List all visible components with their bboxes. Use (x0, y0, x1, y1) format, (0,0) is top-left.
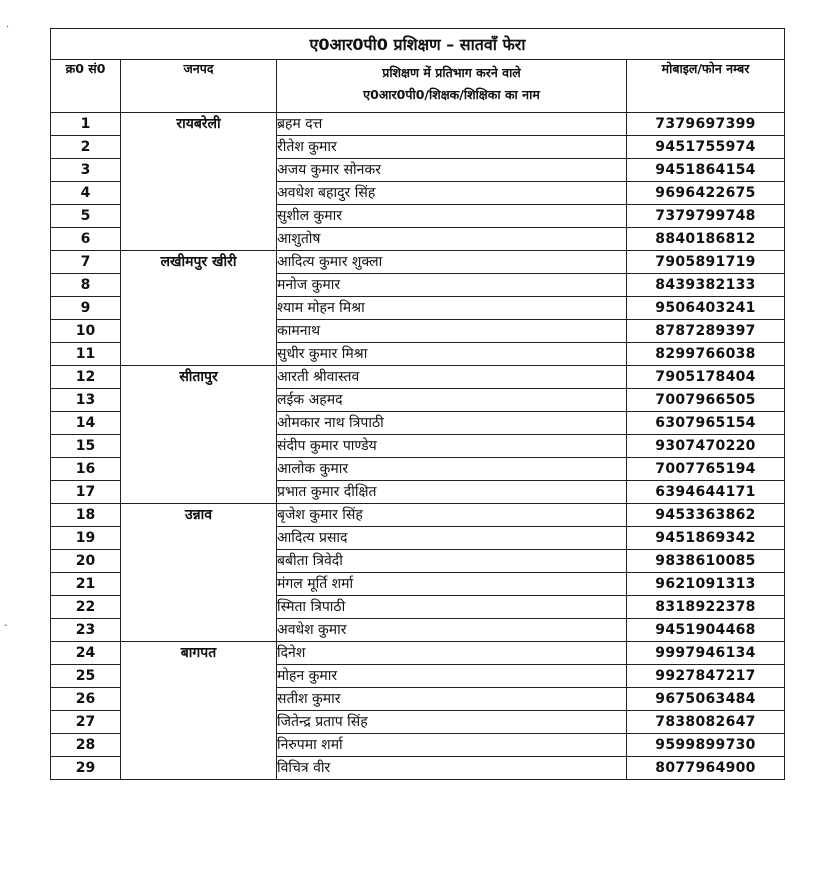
serial-number: 11 (51, 343, 121, 366)
participant-name: सुशील कुमार (277, 205, 627, 228)
serial-number: 25 (51, 665, 121, 688)
phone-number: 9621091313 (627, 573, 785, 596)
serial-number: 23 (51, 619, 121, 642)
participant-name: मंगल मूर्ति शर्मा (277, 573, 627, 596)
phone-number: 8787289397 (627, 320, 785, 343)
serial-number: 1 (51, 113, 121, 136)
participant-name: आशुतोष (277, 228, 627, 251)
phone-number: 9696422675 (627, 182, 785, 205)
district-name: रायबरेली (121, 113, 277, 251)
serial-number: 27 (51, 711, 121, 734)
serial-number: 19 (51, 527, 121, 550)
phone-number: 6307965154 (627, 412, 785, 435)
phone-number: 9675063484 (627, 688, 785, 711)
phone-number: 9997946134 (627, 642, 785, 665)
district-name: उन्नाव (121, 504, 277, 642)
phone-number: 7379697399 (627, 113, 785, 136)
phone-number: 7007966505 (627, 389, 785, 412)
phone-number: 7007765194 (627, 458, 785, 481)
serial-number: 3 (51, 159, 121, 182)
phone-number: 8299766038 (627, 343, 785, 366)
header-phone: मोबाइल/फोन नम्बर (627, 60, 785, 113)
serial-number: 10 (51, 320, 121, 343)
participant-name: सतीश कुमार (277, 688, 627, 711)
participant-name: आलोक कुमार (277, 458, 627, 481)
participant-name: ब्रहम दत्त (277, 113, 627, 136)
participant-name: आदित्य प्रसाद (277, 527, 627, 550)
serial-number: 16 (51, 458, 121, 481)
phone-number: 7838082647 (627, 711, 785, 734)
participant-name: मनोज कुमार (277, 274, 627, 297)
serial-number: 6 (51, 228, 121, 251)
participant-name: अजय कुमार सोनकर (277, 159, 627, 182)
scan-speck: · (6, 22, 10, 33)
participant-name: निरुपमा शर्मा (277, 734, 627, 757)
participant-name: स्मिता त्रिपाठी (277, 596, 627, 619)
table-row (51, 113, 785, 136)
serial-number: 7 (51, 251, 121, 274)
phone-number: 9838610085 (627, 550, 785, 573)
phone-number: 8840186812 (627, 228, 785, 251)
participant-name: बृजेश कुमार सिंह (277, 504, 627, 527)
participant-name: श्याम मोहन मिश्रा (277, 297, 627, 320)
phone-number: 7905178404 (627, 366, 785, 389)
participant-name: बबीता त्रिवेदी (277, 550, 627, 573)
district-name: सीतापुर (121, 366, 277, 504)
serial-number: 20 (51, 550, 121, 573)
serial-number: 15 (51, 435, 121, 458)
header-name-line2: ए0आर0पी0/शिक्षक/शिक्षिका का नाम (363, 87, 540, 102)
serial-number: 21 (51, 573, 121, 596)
table-row (51, 251, 785, 274)
participant-name: रीतेश कुमार (277, 136, 627, 159)
phone-number: 9927847217 (627, 665, 785, 688)
header-serial: क्र0 सं0 (51, 60, 121, 113)
participant-name: सुधीर कुमार मिश्रा (277, 343, 627, 366)
participant-name: कामनाथ (277, 320, 627, 343)
participant-name: विचित्र वीर (277, 757, 627, 780)
serial-number: 5 (51, 205, 121, 228)
table-title: ए0आर0पी0 प्रशिक्षण – सातवाँ फेरा (51, 29, 785, 60)
phone-number: 7379799748 (627, 205, 785, 228)
serial-number: 12 (51, 366, 121, 389)
phone-number: 9307470220 (627, 435, 785, 458)
serial-number: 13 (51, 389, 121, 412)
header-name (277, 60, 627, 113)
serial-number: 8 (51, 274, 121, 297)
participant-name: मोहन कुमार (277, 665, 627, 688)
header-name-line1: प्रशिक्षण में प्रतिभाग करने वाले (382, 65, 521, 80)
serial-number: 4 (51, 182, 121, 205)
participant-name: अवधेश बहादुर सिंह (277, 182, 627, 205)
serial-number: 29 (51, 757, 121, 780)
scan-speck: - (4, 620, 8, 631)
phone-number: 9451904468 (627, 619, 785, 642)
phone-number: 9506403241 (627, 297, 785, 320)
serial-number: 9 (51, 297, 121, 320)
phone-number: 9453363862 (627, 504, 785, 527)
participant-name: अवधेश कुमार (277, 619, 627, 642)
participant-name: जितेन्द्र प्रताप सिंह (277, 711, 627, 734)
serial-number: 18 (51, 504, 121, 527)
phone-number: 8318922378 (627, 596, 785, 619)
serial-number: 24 (51, 642, 121, 665)
trainee-table (50, 28, 785, 780)
serial-number: 14 (51, 412, 121, 435)
phone-number: 8439382133 (627, 274, 785, 297)
district-name: लखीमपुर खीरी (121, 251, 277, 366)
participant-name: आरती श्रीवास्तव (277, 366, 627, 389)
table-row (51, 642, 785, 665)
header-district: जनपद (121, 60, 277, 113)
serial-number: 2 (51, 136, 121, 159)
table-row (51, 366, 785, 389)
serial-number: 17 (51, 481, 121, 504)
serial-number: 26 (51, 688, 121, 711)
document-sheet (50, 28, 785, 780)
participant-name: संदीप कुमार पाण्डेय (277, 435, 627, 458)
participant-name: प्रभात कुमार दीक्षित (277, 481, 627, 504)
phone-number: 9599899730 (627, 734, 785, 757)
table-row (51, 504, 785, 527)
phone-number: 9451864154 (627, 159, 785, 182)
serial-number: 28 (51, 734, 121, 757)
district-name: बागपत (121, 642, 277, 780)
participant-name: दिनेश (277, 642, 627, 665)
phone-number: 9451755974 (627, 136, 785, 159)
phone-number: 7905891719 (627, 251, 785, 274)
phone-number: 9451869342 (627, 527, 785, 550)
serial-number: 22 (51, 596, 121, 619)
participant-name: लईक अहमद (277, 389, 627, 412)
table-body (51, 113, 785, 780)
phone-number: 6394644171 (627, 481, 785, 504)
phone-number: 8077964900 (627, 757, 785, 780)
participant-name: ओमकार नाथ त्रिपाठी (277, 412, 627, 435)
participant-name: आदित्य कुमार शुक्ला (277, 251, 627, 274)
